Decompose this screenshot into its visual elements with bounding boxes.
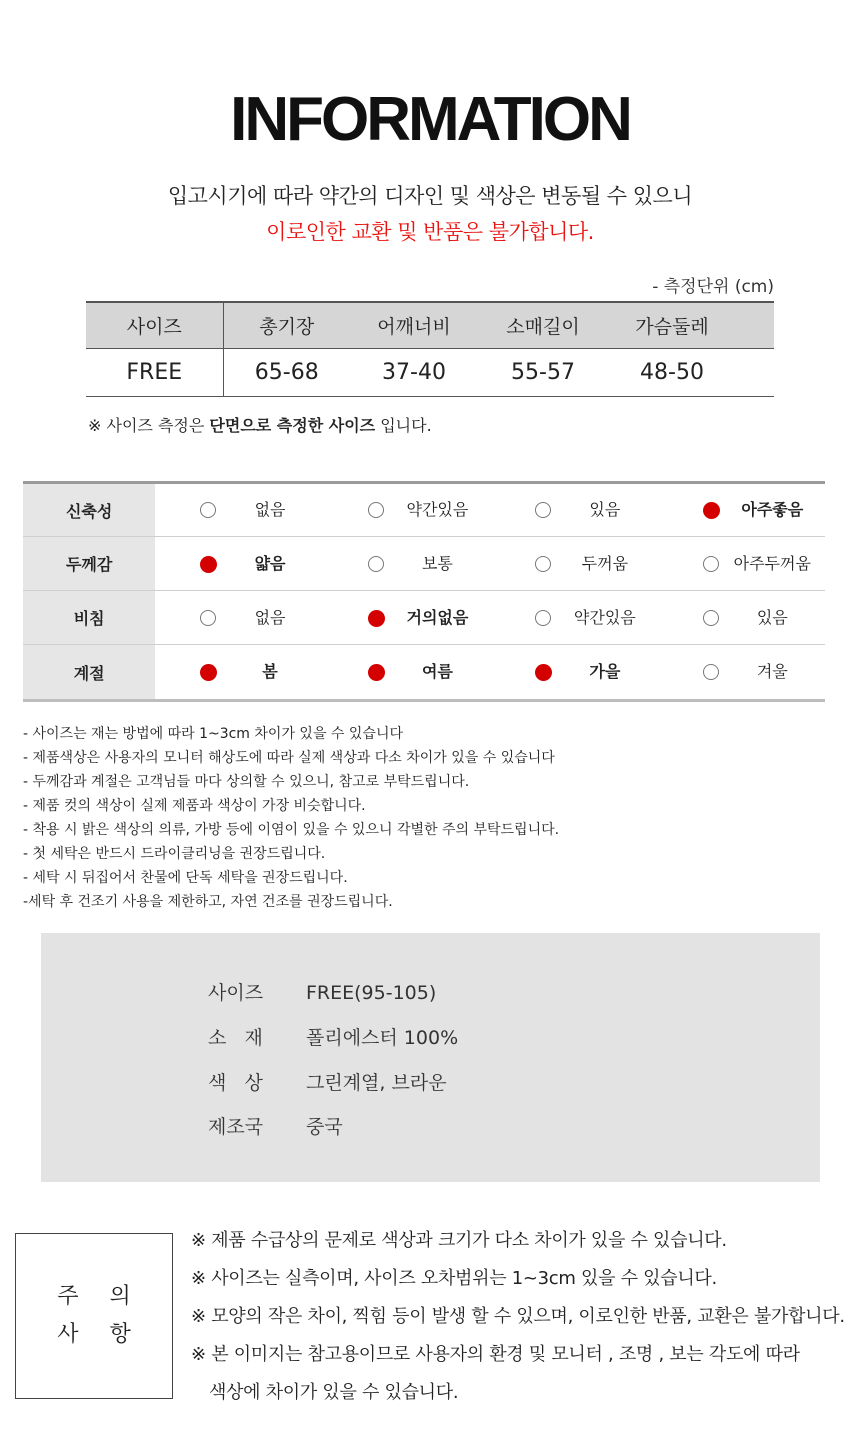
radio-circle-icon [535,610,551,626]
info-value: FREE(95-105) [306,982,437,1004]
feature-option-label: 겨울 [756,662,788,681]
size-cell-spacer [736,348,774,396]
feature-row-label: 두께감 [23,537,155,591]
caution-list [191,1228,845,1418]
care-notes [23,722,559,914]
caution-label-line-2: 사 항 [57,1322,143,1347]
size-header-shoulder: 어깨너비 [350,302,478,348]
radio-circle-icon [368,556,384,572]
feature-option [155,645,322,701]
selected-dot-icon [200,664,217,681]
radio-circle-icon [535,556,551,572]
feature-option-label: 약간있음 [573,607,636,627]
info-row-size [208,978,436,1005]
radio-circle-icon [703,556,719,572]
caution-line: 색상에 차이가 있을 수 있습니다. [209,1382,459,1403]
feature-option [490,537,657,591]
feature-option-label: 있음 [756,607,788,627]
notice-line-1: 입고시기에 따라 약간의 디자인 및 색상은 변동될 수 있으니 [167,184,693,208]
info-key: 색 상 [208,1072,263,1094]
feature-option-label: 여름 [421,662,453,681]
selected-dot-icon [200,556,217,573]
feature-option-label: 가을 [589,662,621,681]
care-note-item: - 제품색상은 사용자의 모니터 해상도에 따라 실제 색상과 다소 차이가 있을 수 있습니다 [23,750,555,766]
feature-option [323,483,490,537]
feature-row [23,483,825,537]
radio-circle-icon [200,610,216,626]
feature-option [490,591,657,645]
feature-option-label: 보통 [421,553,453,573]
radio-circle-icon [535,502,551,518]
measure-unit-label: - 측정단위 (cm) [652,277,774,297]
size-table-row [86,348,774,396]
selected-dot-icon [703,502,720,519]
size-cell-sleeve: 55-57 [511,359,575,385]
caution-line: ※ 모양의 작은 차이, 찍힘 등이 발생 할 수 있으며, 이로인한 반품, 교환은 불가합니다. [191,1306,845,1327]
info-key: 사이즈 [208,982,264,1004]
feature-row-label: 계절 [23,645,155,701]
care-note-item: -세탁 후 건조기 사용을 제한하고, 자연 건조를 권장드립니다. [23,894,393,910]
care-note-item: - 첫 세탁은 반드시 드라이클리닝을 권장드립니다. [23,846,326,862]
care-note-item: - 착용 시 밝은 색상의 의류, 가방 등에 이염이 있을 수 있으니 각별한 주의 부탁드립니다. [23,822,560,838]
size-header-sleeve: 소매길이 [478,302,608,348]
info-value: 그린계열, 브라운 [306,1072,447,1094]
feature-row [23,591,825,645]
feature-option-label: 있음 [589,500,621,519]
info-row-material [208,1023,458,1050]
feature-option [323,537,490,591]
feature-option [323,591,490,645]
feature-option [658,537,825,591]
info-value: 폴리에스터 100% [306,1027,459,1049]
care-note-item: - 사이즈는 재는 방법에 따라 1~3cm 차이가 있을 수 있습니다 [23,726,403,742]
feature-option-label: 약간있음 [406,500,469,519]
feature-option [658,645,825,701]
feature-option-label: 아주두꺼움 [733,553,811,573]
feature-option [155,591,322,645]
feature-option-label: 두꺼움 [581,553,629,573]
feature-option [323,645,490,701]
feature-option [658,483,825,537]
care-note-item: - 세탁 시 뒤집어서 찬물에 단독 세탁을 권장드립니다. [23,870,348,886]
size-header-chest: 가슴둘레 [608,302,736,348]
caution-line: ※ 본 이미지는 참고용이므로 사용자의 환경 및 모니터 , 조명 , 보는 각도에 따라 [191,1344,800,1365]
feature-option [658,591,825,645]
radio-circle-icon [703,610,719,626]
feature-option-label: 얇음 [254,553,286,573]
selected-dot-icon [535,664,552,681]
caution-label-line-1: 주 의 [57,1284,143,1309]
size-header-length: 총기장 [223,302,350,348]
radio-circle-icon [200,502,216,518]
info-row-color [208,1068,447,1095]
care-note-item: - 제품 컷의 색상이 실제 제품과 색상이 가장 비슷합니다. [23,798,366,814]
feature-option [490,645,657,701]
size-note [88,413,432,436]
size-header-size: 사이즈 [86,302,223,348]
size-cell-shoulder: 37-40 [382,359,446,385]
caution-label-box [15,1233,173,1399]
feature-row [23,537,825,591]
caution-line: ※ 사이즈는 실측이며, 사이즈 오차범위는 1~3cm 있을 수 있습니다. [191,1268,717,1289]
page-title: INFORMATION [230,85,630,154]
feature-table [23,481,825,702]
feature-option-label: 봄 [262,662,278,681]
feature-row [23,645,825,701]
feature-option [155,537,322,591]
caution-line: ※ 제품 수급상의 문제로 색상과 크기가 다소 차이가 있을 수 있습니다. [191,1230,727,1251]
size-cell-size: FREE [86,348,223,396]
notice-line-2: 이로인한 교환 및 반품은 불가합니다. [266,220,594,244]
size-note-prefix: ※ 사이즈 측정은 [88,416,210,435]
size-table-header-row [86,302,774,348]
feature-row-label: 비침 [23,591,155,645]
care-note-item: - 두께감과 계절은 고객님들 마다 상의할 수 있으니, 참고로 부탁드립니다. [23,774,470,790]
radio-circle-icon [368,502,384,518]
feature-option-label: 없음 [254,607,286,627]
selected-dot-icon [368,610,385,627]
size-cell-chest: 48-50 [640,359,704,385]
size-table [86,301,774,397]
radio-circle-icon [703,664,719,680]
product-info-box [41,933,820,1182]
feature-option-label: 거의없음 [406,607,469,627]
size-note-suffix: 입니다. [375,416,432,435]
feature-option-label: 아주좋음 [741,500,804,519]
info-value: 중국 [306,1116,343,1138]
feature-option [490,483,657,537]
feature-option-label: 없음 [254,500,286,519]
size-cell-length: 65-68 [254,359,319,385]
size-header-spacer [736,302,774,348]
size-note-bold: 단면으로 측정한 사이즈 [209,416,376,435]
info-row-origin [208,1112,343,1139]
info-key: 소 재 [208,1027,263,1049]
selected-dot-icon [368,664,385,681]
feature-option [155,483,322,537]
feature-row-label: 신축성 [23,483,155,537]
info-key: 제조국 [208,1116,264,1138]
